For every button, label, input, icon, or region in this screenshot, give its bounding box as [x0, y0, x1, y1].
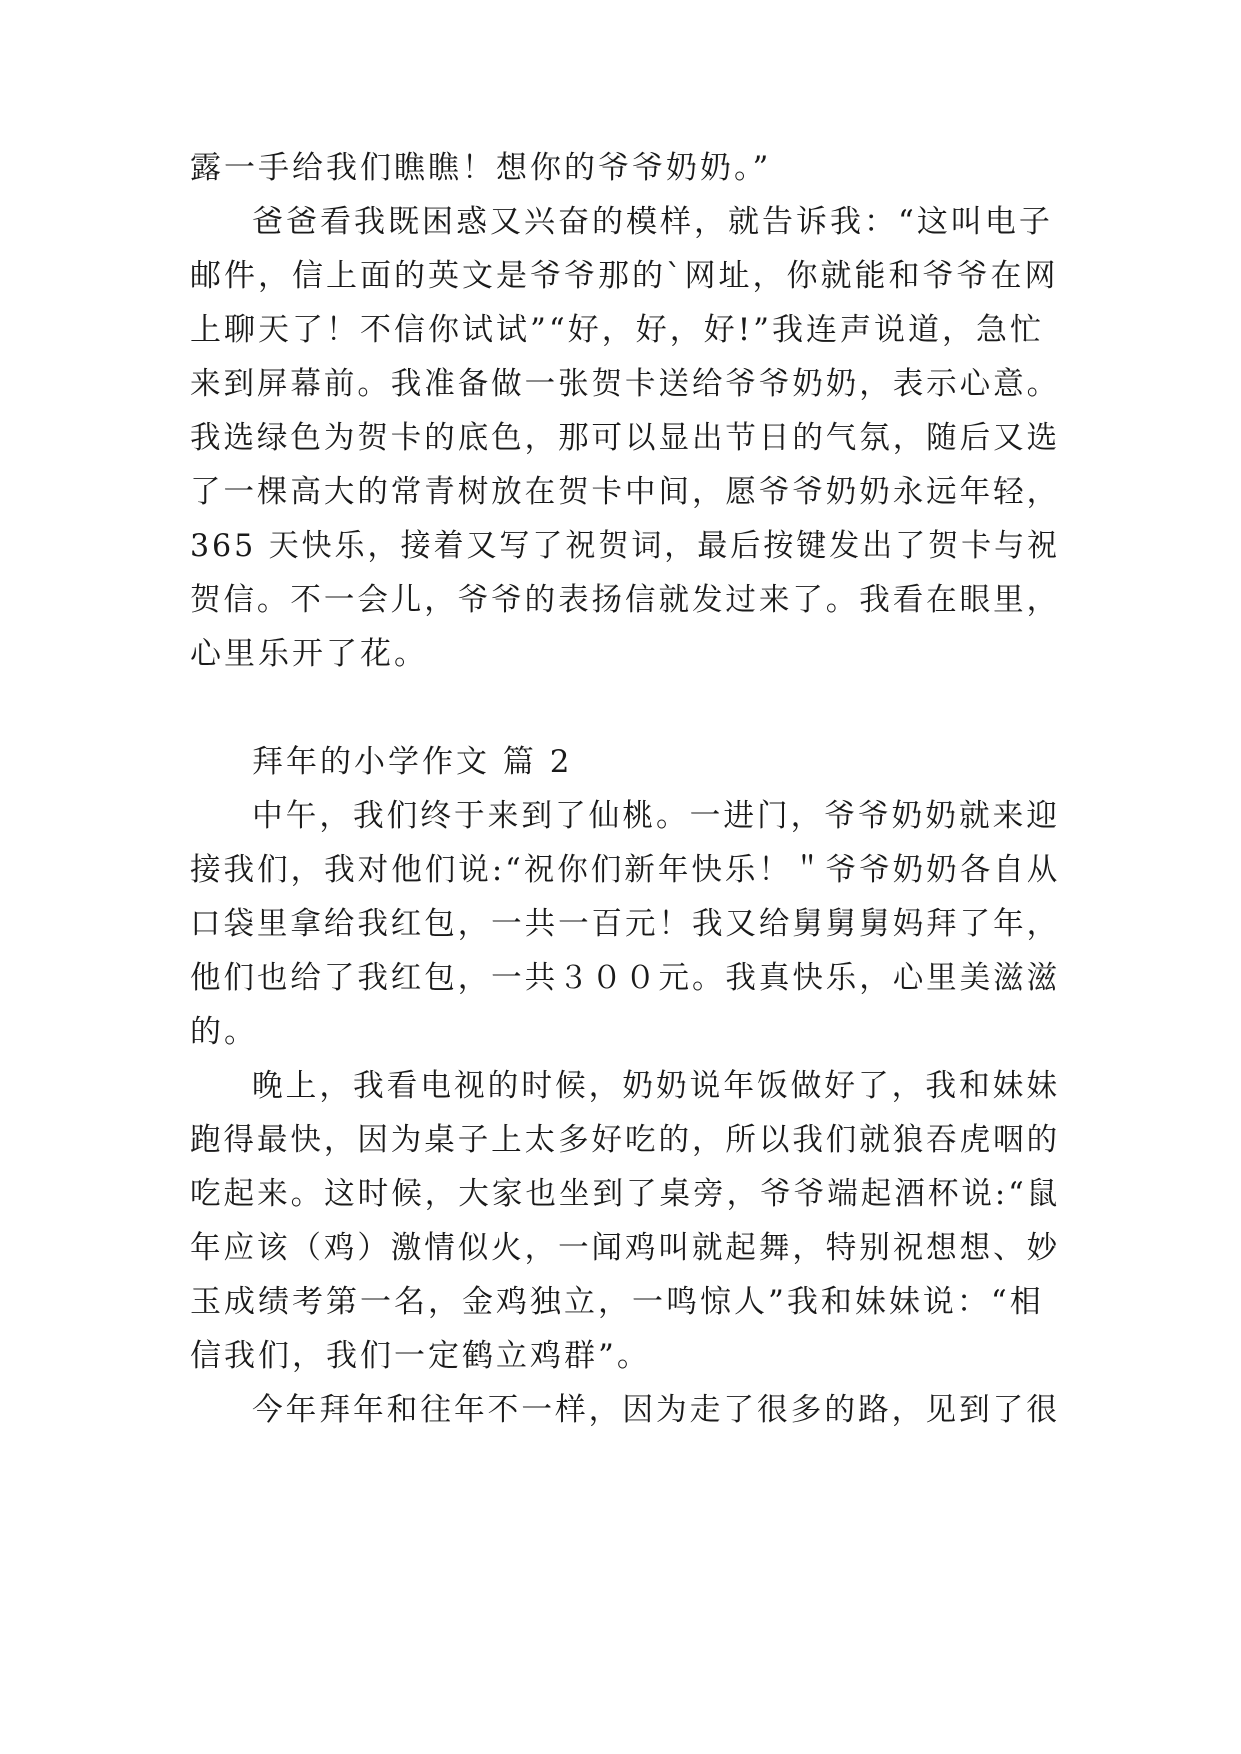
text-line: 心里乐开了花。 [190, 636, 428, 672]
text-line: 365 天快乐，接着又写了祝贺词，最后按键发出了贺卡与祝 [190, 528, 1061, 564]
text-line: 了一棵高大的常青树放在贺卡中间，愿爷爷奶奶永远年轻， [190, 474, 1061, 510]
paragraph-first-line: 中午，我们终于来到了仙桃。一进门，爷爷奶奶就来迎 [252, 798, 1061, 834]
paragraph-first-line: 爸爸看我既困惑又兴奋的模样，就告诉我：“这叫电子 [252, 204, 1053, 240]
text-line: 接我们，我对他们说:“祝你们新年快乐！＂爷爷奶奶各自从 [190, 852, 1061, 888]
text-line: 他们也给了我红包，一共３００元。我真快乐，心里美滋滋 [190, 960, 1061, 996]
text-line: 信我们，我们一定鹤立鸡群”。 [190, 1338, 651, 1374]
paragraph-first-line: 今年拜年和往年不一样，因为走了很多的路，见到了很 [252, 1392, 1061, 1428]
paragraph-first-line: 晚上，我看电视的时候，奶奶说年饭做好了，我和妹妹 [252, 1068, 1061, 1104]
text-line: 上聊天了！不信你试试”“好，好，好!”我连声说道，急忙 [190, 312, 1044, 348]
text-line: 吃起来。这时候，大家也坐到了桌旁，爷爷端起酒杯说:“鼠 [190, 1176, 1061, 1212]
text-line: 的。 [190, 1014, 258, 1050]
text-line: 来到屏幕前。我准备做一张贺卡送给爷爷奶奶，表示心意。 [190, 366, 1061, 402]
text-line: 年应该（鸡）激情似火，一闻鸡叫就起舞，特别祝想想、妙 [190, 1230, 1061, 1266]
text-line: 玉成绩考第一名，金鸡独立，一鸣惊人”我和妹妹说：“相 [190, 1284, 1044, 1320]
text-line: 邮件，信上面的英文是爷爷那的`网址，你就能和爷爷在网 [190, 258, 1059, 294]
text-line: 跑得最快，因为桌子上太多好吃的，所以我们就狼吞虎咽的 [190, 1122, 1061, 1158]
text-line: 露一手给我们瞧瞧！想你的爷爷奶奶。” [190, 150, 772, 186]
section-heading: 拜年的小学作文 篇 2 [252, 744, 573, 780]
text-line: 贺信。不一会儿，爷爷的表扬信就发过来了。我看在眼里， [190, 582, 1061, 618]
text-line: 我选绿色为贺卡的底色，那可以显出节日的气氛，随后又选 [190, 420, 1061, 456]
text-line: 口袋里拿给我红包，一共一百元！我又给舅舅舅妈拜了年， [190, 906, 1061, 942]
